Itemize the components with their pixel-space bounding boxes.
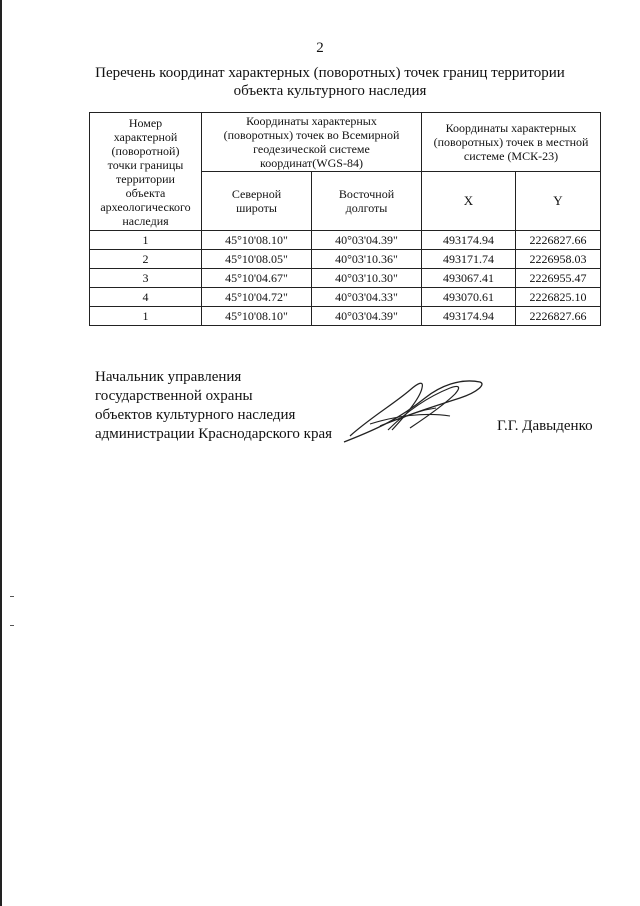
header-y: Y	[516, 172, 601, 231]
cell-point-number: 4	[90, 288, 202, 307]
handwritten-signature	[340, 368, 490, 448]
cell-x: 493171.74	[422, 250, 516, 269]
document-title	[60, 64, 600, 100]
cell-longitude: 40°03'10.36"	[312, 250, 422, 269]
table-row	[90, 307, 601, 326]
cell-x: 493174.94	[422, 231, 516, 250]
page-number: 2	[316, 40, 324, 56]
signatory-title-line: объектов культурного наследия	[95, 407, 296, 423]
cell-point-number: 3	[90, 269, 202, 288]
cell-point-number: 2	[90, 250, 202, 269]
cell-latitude: 45°10'08.10"	[202, 307, 312, 326]
table-row	[90, 288, 601, 307]
title-line: Перечень координат характерных (поворотных) точек границ территории	[95, 65, 565, 81]
title-line: объекта культурного наследия	[233, 83, 427, 99]
cell-y: 2226827.66	[516, 307, 601, 326]
cell-latitude: 45°10'08.10"	[202, 231, 312, 250]
cell-x: 493070.61	[422, 288, 516, 307]
cell-y: 2226958.03	[516, 250, 601, 269]
cell-y: 2226827.66	[516, 231, 601, 250]
cell-x: 493174.94	[422, 307, 516, 326]
header-point-number: Номер характерной (поворотной) точки границы территории объекта археологического наследия	[90, 113, 202, 231]
signatory-title	[95, 368, 332, 444]
cell-longitude: 40°03'10.30"	[312, 269, 422, 288]
table-row	[90, 269, 601, 288]
signer-name: Г.Г. Давыденко	[497, 418, 593, 434]
signatory-title-line: администрации Краснодарского края	[95, 426, 333, 442]
cell-y: 2226955.47	[516, 269, 601, 288]
cell-latitude: 45°10'08.05"	[202, 250, 312, 269]
scan-mark	[10, 625, 14, 626]
cell-point-number: 1	[90, 307, 202, 326]
cell-latitude: 45°10'04.72"	[202, 288, 312, 307]
table-row	[90, 250, 601, 269]
coordinates-table	[89, 112, 601, 326]
header-msk23-coordinates: Координаты характерных (поворотных) точек в местной системе (МСК-23)	[422, 113, 601, 172]
header-x: X	[422, 172, 516, 231]
scan-left-edge	[0, 0, 2, 906]
header-north-latitude: Северной широты	[202, 172, 312, 231]
cell-longitude: 40°03'04.39"	[312, 231, 422, 250]
cell-y: 2226825.10	[516, 288, 601, 307]
header-wgs84-coordinates: Координаты характерных (поворотных) точек во Всемирной геодезической системе координат(WGS-84)	[202, 113, 422, 172]
scan-mark	[10, 596, 14, 597]
cell-x: 493067.41	[422, 269, 516, 288]
signatory-title-line: Начальник управления	[95, 369, 242, 385]
signatory-title-line: государственной охраны	[95, 388, 253, 404]
cell-latitude: 45°10'04.67"	[202, 269, 312, 288]
cell-point-number: 1	[90, 231, 202, 250]
table-row	[90, 231, 601, 250]
cell-longitude: 40°03'04.39"	[312, 307, 422, 326]
cell-longitude: 40°03'04.33"	[312, 288, 422, 307]
header-east-longitude: Восточной долготы	[312, 172, 422, 231]
